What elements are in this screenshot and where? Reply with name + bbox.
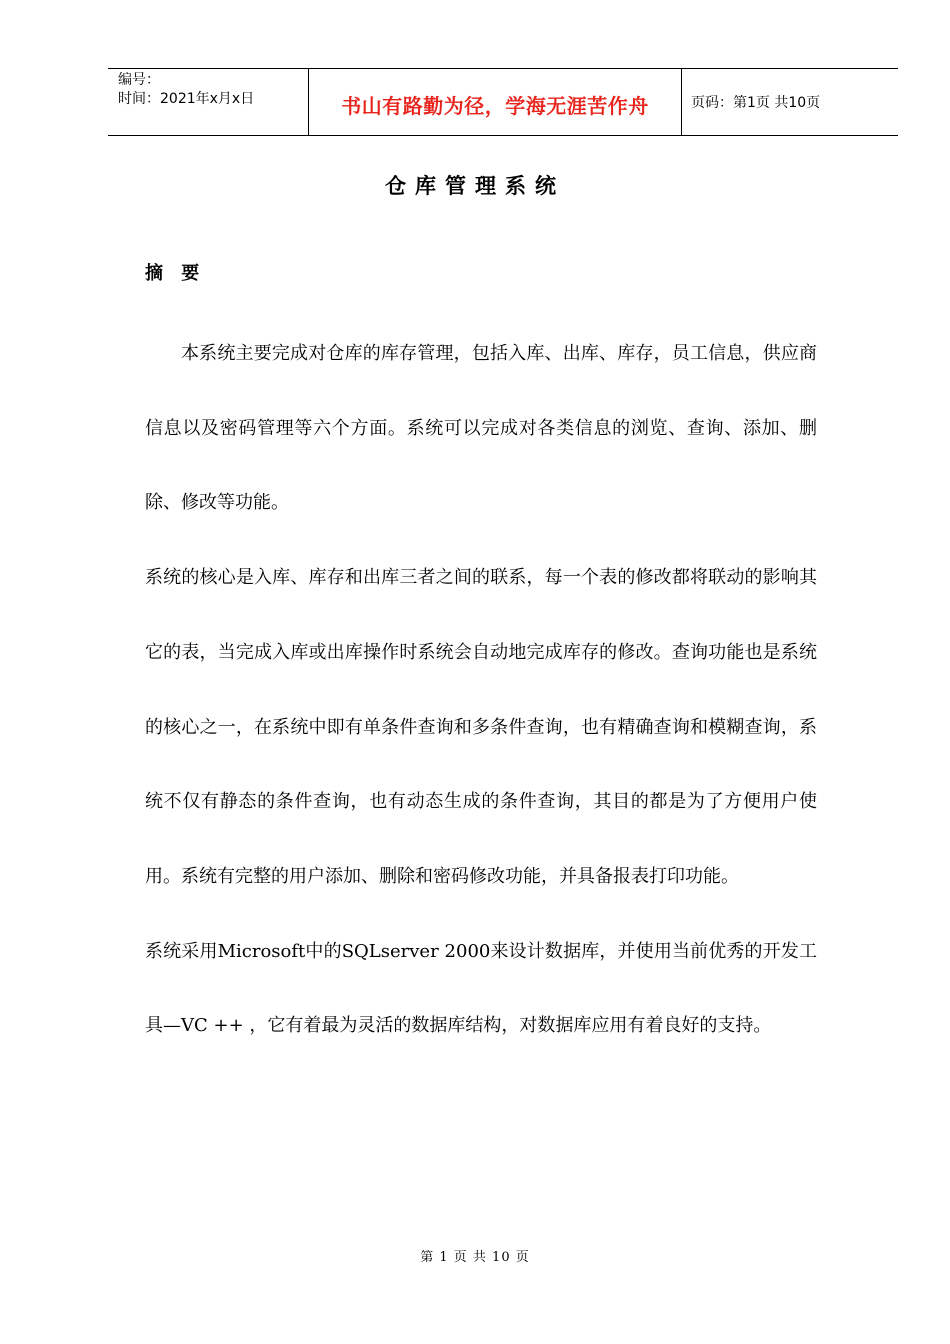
header-meta	[108, 69, 309, 135]
page-footer: 第 1 页 共 10 页	[420, 1250, 530, 1265]
serial-label: 编号：	[118, 72, 160, 88]
abstract-heading: 摘 要	[145, 263, 206, 284]
paragraph: 系统采用Microsoft中的SQLserver 2000来设计数据库，并使用当前优秀的开发工具—VC ++ ，它有着最为灵活的数据库结构，对数据库应用有着良好的支持。	[145, 940, 817, 1037]
abstract-body	[145, 317, 817, 1064]
date-text: 时间：2021年x月x日	[118, 91, 255, 107]
header-page-info: 页码：第1页 共10页	[691, 95, 821, 111]
header-motto: 书山有路勤为径，学海无涯苦作舟	[309, 69, 682, 135]
document-title: 仓库管理系统	[385, 173, 565, 198]
paragraph: 系统的核心是入库、库存和出库三者之间的联系，每一个表的修改都将联动的影响其它的表，当完成入库或出库操作时系统会自动地完成库存的修改。查询功能也是系统的核心之一，在系统中即有单条件查询和多条件查询，也有精确查询和模糊查询，系统不仅有静态的条件查询，也有动态生成的条件查询，其目的都是为了方便用户使用。系统有完整的用户添加、删除和密码修改功能，并具备报表打印功能。	[145, 567, 817, 887]
page-header	[108, 68, 898, 136]
paragraph: 本系统主要完成对仓库的库存管理，包括入库、出库、库存，员工信息，供应商信息以及密码管理等六个方面。系统可以完成对各类信息的浏览、查询、添加、删除、修改等功能。	[145, 343, 817, 514]
